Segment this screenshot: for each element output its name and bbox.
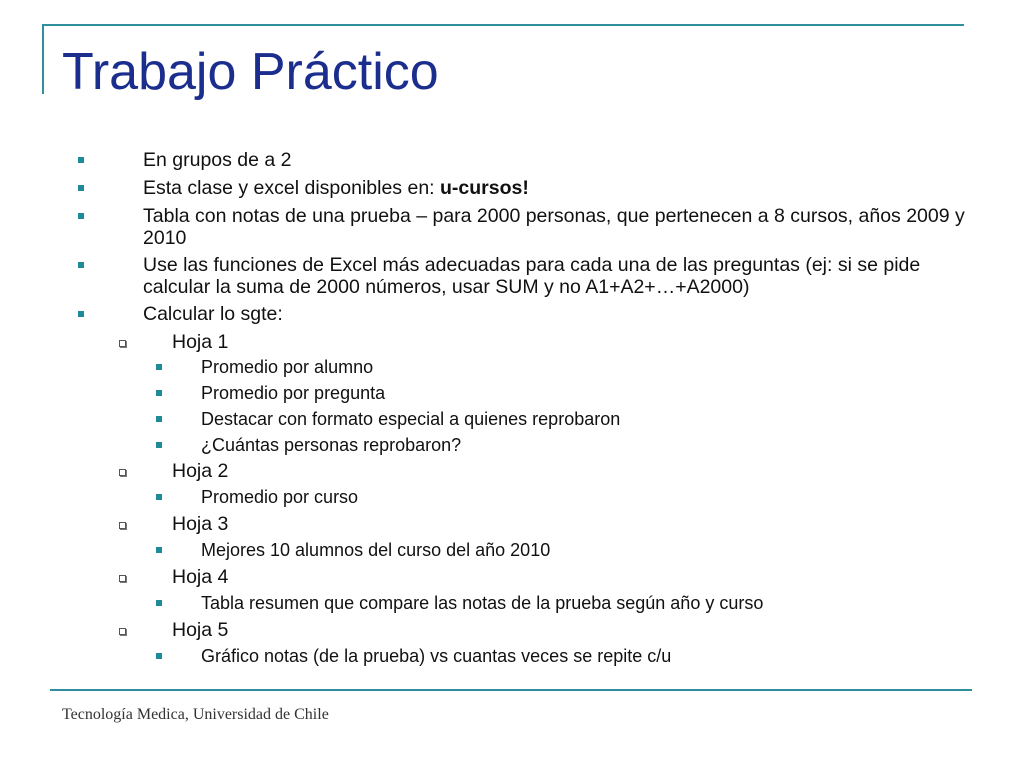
hollow-square-bullet-icon [119, 628, 126, 635]
square-bullet-icon [78, 262, 84, 268]
list-item-text: Promedio por curso [201, 487, 359, 507]
list-item-text: Use las funciones de Excel más adecuadas para cada una de las preguntas (ej: si se pide calcular la suma de 2000 números, usar SUM y no A1+A2+…+A2000) [143, 254, 921, 298]
left-accent-line [42, 24, 44, 94]
list-item-text: Tabla con notas de una prueba – para 2000 personas, que pertenecen a 8 cursos, años 2009 y 2010 [143, 205, 965, 249]
sub-list-item-hoja-2 [172, 460, 972, 482]
list-item [143, 303, 983, 325]
sub-sub-list-item [201, 382, 981, 404]
list-item-text: Tabla resumen que compare las notas de la prueba según año y curso [201, 593, 764, 613]
hollow-square-bullet-icon [119, 340, 126, 347]
list-item-text: ¿Cuántas personas reprobaron? [201, 435, 462, 455]
list-item-text: Esta clase y excel disponibles en: [143, 177, 440, 199]
sub-sub-list-item [201, 645, 981, 667]
list-item-text: Promedio por pregunta [201, 383, 386, 403]
slide-title: Trabajo Práctico [62, 43, 439, 101]
square-bullet-icon [156, 494, 162, 500]
list-item-text: Hoja 3 [172, 513, 229, 535]
hollow-square-bullet-icon [119, 469, 126, 476]
sub-sub-list-item [201, 592, 981, 614]
square-bullet-icon [156, 390, 162, 396]
list-item [143, 205, 983, 249]
footer-text: Tecnología Medica, Universidad de Chile [62, 706, 329, 723]
list-item-text: Calcular lo sgte: [143, 303, 283, 325]
list-item-text: Promedio por alumno [201, 357, 374, 377]
square-bullet-icon [156, 416, 162, 422]
square-bullet-icon [78, 311, 84, 317]
top-divider-line [42, 24, 964, 26]
sub-sub-list-item [201, 434, 981, 456]
square-bullet-icon [156, 364, 162, 370]
sub-list-item-hoja-5 [172, 619, 972, 641]
square-bullet-icon [156, 653, 162, 659]
u-cursos-highlight: u-cursos! [440, 177, 529, 199]
hollow-square-bullet-icon [119, 575, 126, 582]
sub-sub-list-item [201, 356, 981, 378]
list-item-text: Mejores 10 alumnos del curso del año 2010 [201, 540, 551, 560]
sub-sub-list-item [201, 486, 981, 508]
list-item [143, 149, 983, 171]
square-bullet-icon [78, 157, 84, 163]
list-item-text: Hoja 2 [172, 460, 229, 482]
list-item-text: Gráfico notas (de la prueba) vs cuantas veces se repite c/u [201, 646, 672, 666]
list-item-text: Hoja 5 [172, 619, 229, 641]
sub-sub-list-item [201, 408, 981, 430]
square-bullet-icon [156, 547, 162, 553]
square-bullet-icon [156, 442, 162, 448]
hollow-square-bullet-icon [119, 522, 126, 529]
sub-sub-list-item [201, 539, 981, 561]
sub-list-item-hoja-1 [172, 331, 972, 353]
bottom-divider-line [50, 689, 972, 691]
square-bullet-icon [78, 185, 84, 191]
list-item-text: En grupos de a 2 [143, 149, 292, 171]
list-item [143, 177, 983, 199]
list-item [143, 254, 983, 298]
square-bullet-icon [156, 600, 162, 606]
list-item-text: Destacar con formato especial a quienes reprobaron [201, 409, 621, 429]
list-item-text: Hoja 4 [172, 566, 229, 588]
list-item-text: Hoja 1 [172, 331, 229, 353]
sub-list-item-hoja-3 [172, 513, 972, 535]
sub-list-item-hoja-4 [172, 566, 972, 588]
square-bullet-icon [78, 213, 84, 219]
